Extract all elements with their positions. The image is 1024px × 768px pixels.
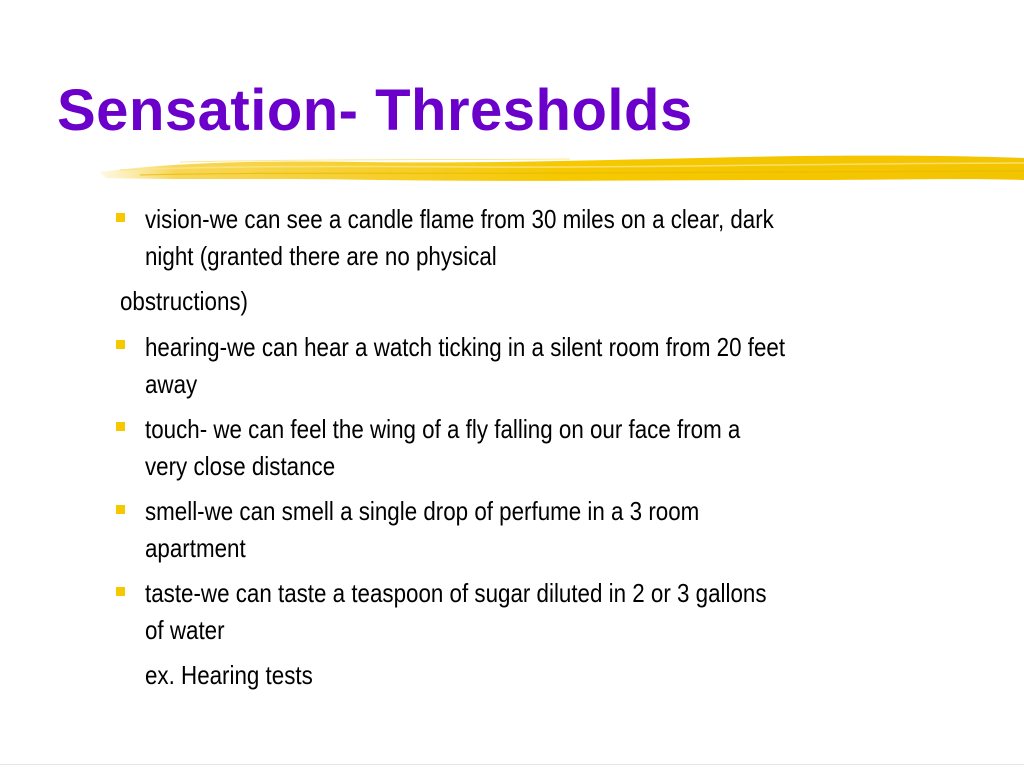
bullet-3-line-2: very close distance: [145, 451, 336, 481]
bullet-1-line-2: night (granted there are no physical: [145, 241, 497, 271]
bullet-5-line-2: of water: [145, 615, 225, 645]
bullet-square-icon: [116, 587, 125, 596]
slide-bottom-divider: [0, 764, 1024, 765]
bullet-3-line-1: touch- we can feel the wing of a fly falling on our face from a: [145, 414, 741, 444]
bullet-2-line-1: hearing-we can hear a watch ticking in a silent room from 20 feet: [145, 332, 786, 362]
bullet-square-icon: [116, 505, 125, 514]
bullet-5-line-1: taste-we can taste a teaspoon of sugar diluted in 2 or 3 gallons: [145, 578, 767, 608]
bullet-4-line-2: apartment: [145, 533, 246, 563]
bullet-4-line-1: smell-we can smell a single drop of perfume in a 3 room: [145, 496, 700, 526]
bullet-1-line-1: vision-we can see a candle flame from 30 miles on a clear, dark: [145, 204, 774, 234]
bullet-1-continuation: obstructions): [120, 286, 249, 316]
bullet-square-icon: [116, 213, 125, 222]
example-line: ex. Hearing tests: [145, 660, 313, 690]
bullet-square-icon: [116, 422, 125, 431]
bullet-square-icon: [116, 340, 125, 349]
slide-title: Sensation- Thresholds: [57, 78, 693, 143]
bullet-2-line-2: away: [145, 369, 198, 399]
